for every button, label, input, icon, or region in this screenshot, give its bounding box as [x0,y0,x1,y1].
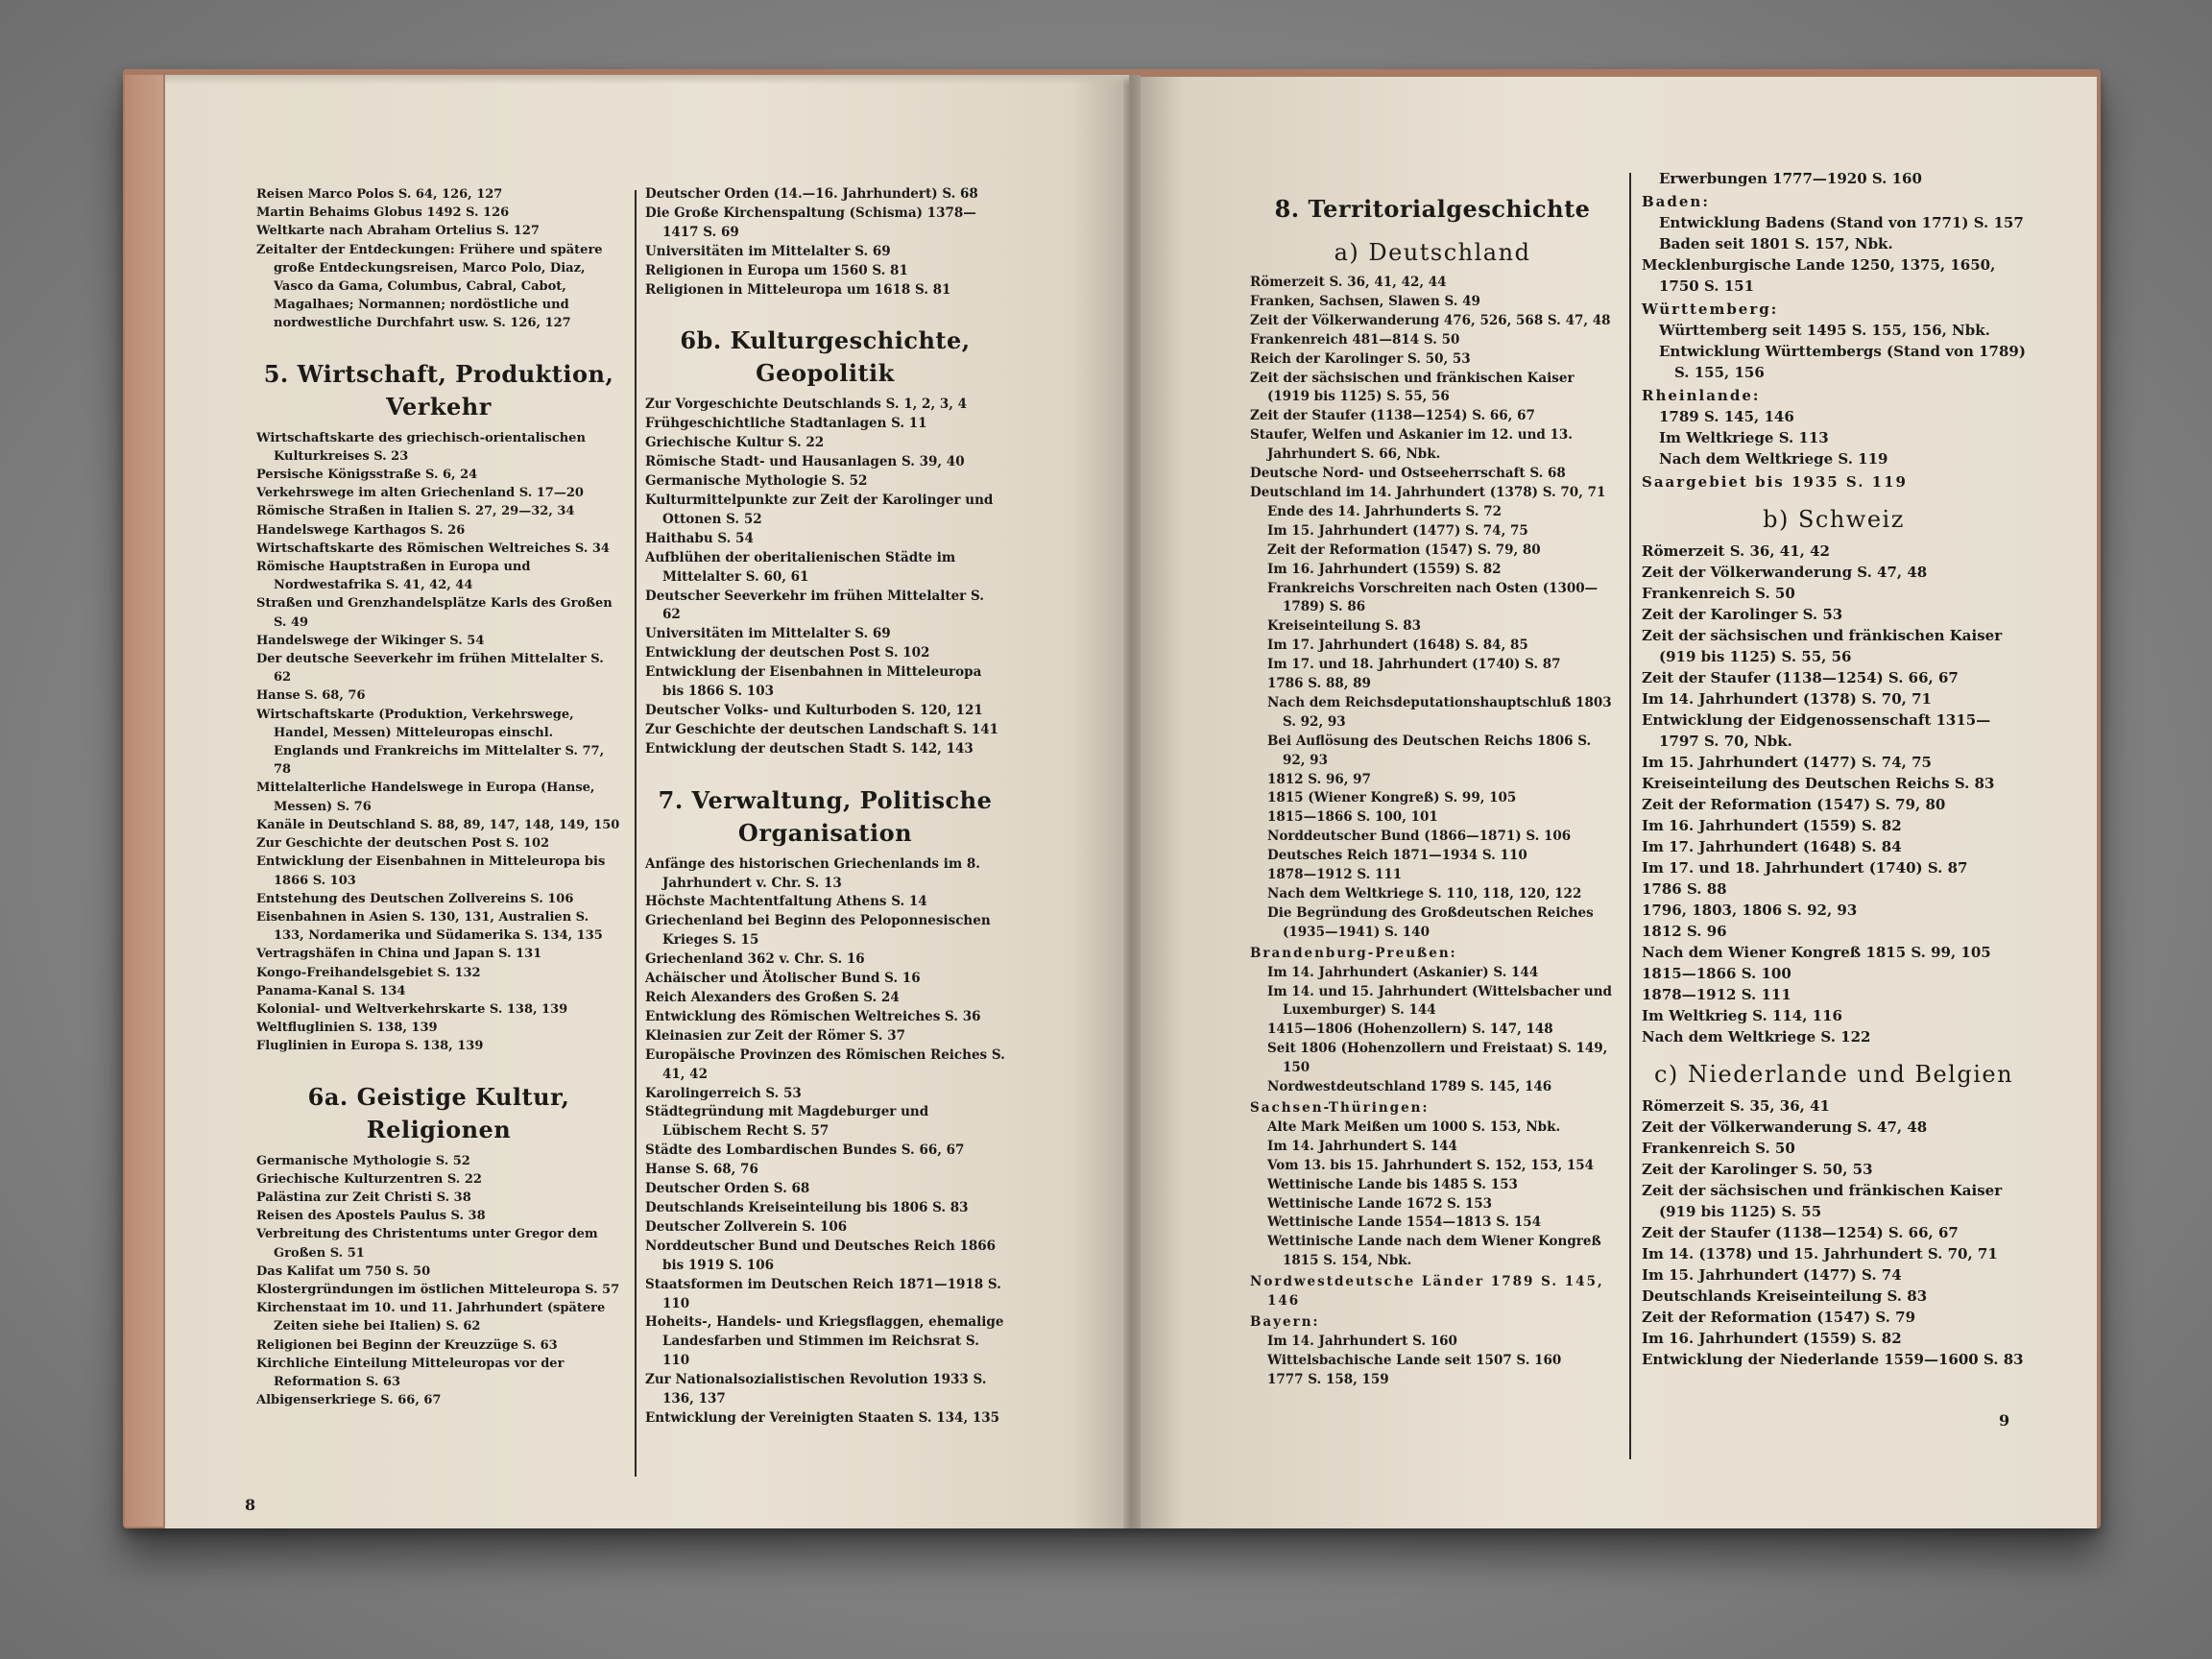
index-entry: Reich Alexanders des Großen S. 24 [645,990,900,1005]
index-entry: Erwerbungen 1777—1920 S. 160 [1659,170,1922,187]
index-entry: Nordwestdeutschland 1789 S. 145, 146 [1267,1079,1552,1095]
index-entry: Entwicklung Badens (Stand von 1771) S. 157 [1659,214,2024,231]
index-entry: Mecklenburgische Lande 1250, 1375, 1650, 1750 S. 151 [1642,256,1996,295]
left-page-column-2 [645,185,1005,1429]
index-entry: 1815—1866 S. 100, 101 [1267,809,1438,826]
index-entry: Deutscher Seeverkehr im frühen Mittelalter S. 62 [645,588,984,623]
page-edge-shadow [165,75,1129,84]
index-entry: Religionen in Europa um 1560 S. 81 [645,262,908,278]
region-label: Nordwestdeutsche Länder 1789 S. 145, 146 [1250,1274,1604,1310]
index-entry: 1878—1912 S. 111 [1642,986,1791,1003]
index-entry: Zeit der sächsischen und fränkischen Kaiser (919 bis 1125) S. 55, 56 [1642,627,2003,665]
region-label: Saargebiet bis 1935 S. 119 [1642,473,1908,491]
index-entry: Staufer, Welfen und Askanier im 12. und 13. Jahrhundert S. 66, Nbk. [1250,427,1574,463]
index-entry: Entwicklung der Vereinigten Staaten S. 134, 135 [645,1409,1000,1426]
index-entry: Im 16. Jahrhundert (1559) S. 82 [1642,1330,1902,1347]
index-entry: Entwicklung der Eidgenossenschaft 1315—1797 S. 70, Nbk. [1642,711,1991,750]
index-entry: Verkehrswege im alten Griechenland S. 17—20 [256,486,584,501]
index-entry: Zeit der Staufer (1138—1254) S. 66, 67 [1250,408,1535,424]
index-entry: Städte des Lombardischen Bundes S. 66, 67 [645,1142,965,1159]
index-entry: Frankenreich S. 50 [1642,585,1795,602]
index-entry: Handelswege Karthagos S. 26 [256,522,466,538]
index-entry: Reisen des Apostels Paulus S. 38 [256,1209,486,1224]
book-gutter [1123,75,1141,1528]
index-entry: Zeit der Reformation (1547) S. 79 [1642,1309,1915,1326]
index-entry: Wirtschaftskarte des Römischen Weltreiches S. 34 [256,541,610,556]
index-entry: Verbreitung des Christentums unter Gregor dem Großen S. 51 [256,1227,598,1261]
index-entry: Kolonial- und Weltverkehrskarte S. 138, 139 [256,1001,568,1017]
subsection-heading: a) Deutschland [1334,239,1531,266]
index-entry: Frühgeschichtliche Stadtanlagen S. 11 [645,416,927,432]
index-entry: Staatsformen im Deutschen Reich 1871—1918 S. 110 [645,1276,1001,1311]
index-entry: Im 16. Jahrhundert (1559) S. 82 [1267,561,1502,577]
index-entry: Norddeutscher Bund und Deutsches Reich 1866 bis 1919 S. 106 [645,1238,997,1273]
index-entry: Der deutsche Seeverkehr im frühen Mittelalter S. 62 [256,652,604,685]
section-heading: 6b. Kulturgeschichte, Geopolitik [680,326,971,388]
index-entry: Im 15. Jahrhundert (1477) S. 74, 75 [1267,522,1528,539]
index-entry: Entwicklung der Eisenbahnen in Mitteleuropa bis 1866 S. 103 [256,854,606,888]
index-entry: Zur Geschichte der deutschen Landschaft S. 141 [645,721,999,737]
index-entry: Entwicklung der deutschen Post S. 102 [645,645,930,661]
index-entry: Europäische Provinzen des Römischen Reiches S. 41, 42 [645,1046,1005,1082]
index-entry: Wettinische Lande nach dem Wiener Kongreß 1815 S. 154, Nbk. [1267,1234,1601,1269]
index-entry: Deutscher Volks- und Kulturboden S. 120, 121 [645,702,983,718]
index-entry: Panama-Kanal S. 134 [256,983,406,998]
index-entry: Germanische Mythologie S. 52 [256,1153,470,1168]
index-entry: Zur Geschichte der deutschen Post S. 102 [256,836,550,852]
index-entry: Im Weltkrieg S. 114, 116 [1642,1007,1842,1024]
index-entry: Klostergründungen im östlichen Mitteleuropa S. 57 [256,1282,620,1297]
index-entry: Baden seit 1801 S. 157, Nbk. [1659,235,1893,252]
index-entry: Griechische Kultur S. 22 [645,435,825,451]
region-label: Württemberg: [1642,301,1779,318]
index-entry: Im 14. Jahrhundert (1378) S. 70, 71 [1642,690,1932,708]
index-entry: Römische Stadt- und Hausanlagen S. 39, 40 [645,454,965,470]
subsection-heading: b) Schweiz [1763,506,1905,533]
index-entry: Kreiseinteilung des Deutschen Reichs S. 83 [1642,775,1995,792]
index-entry: Fluglinien in Europa S. 138, 139 [256,1039,484,1054]
index-entry: Frankenreich S. 50 [1642,1140,1795,1157]
region-label: Rheinlande: [1642,387,1761,404]
index-entry: Nach dem Weltkriege S. 110, 118, 120, 122 [1267,886,1582,902]
index-entry: Universitäten im Mittelalter S. 69 [645,243,891,259]
index-entry: Im 14. Jahrhundert S. 144 [1267,1138,1457,1154]
index-entry: 1815 (Wiener Kongreß) S. 99, 105 [1267,790,1517,806]
left-page-column-1 [256,185,621,1409]
index-entry: Eisenbahnen in Asien S. 130, 131, Australien S. 133, Nordamerika und Südamerika S. 134, 135 [256,909,603,944]
index-entry: Norddeutscher Bund (1866—1871) S. 106 [1267,829,1572,845]
index-entry: Im 15. Jahrhundert (1477) S. 74, 75 [1642,754,1932,771]
index-entry: Im 14. Jahrhundert (Askanier) S. 144 [1267,964,1539,980]
index-entry: 1786 S. 88 [1642,880,1727,898]
right-page [1133,77,2097,1528]
index-entry: Reich der Karolinger S. 50, 53 [1250,350,1471,367]
index-entry: Im 14. Jahrhundert S. 160 [1267,1333,1457,1349]
index-entry: Kirchenstaat im 10. und 11. Jahrhundert (spätere Zeiten siehe bei Italien) S. 62 [256,1301,606,1334]
index-entry: Das Kalifat um 750 S. 50 [256,1263,431,1279]
index-entry: Die Begründung des Großdeutschen Reiches (1935—1941) S. 140 [1267,904,1594,940]
index-entry: Deutschlands Kreiseinteilung S. 83 [1642,1287,1928,1305]
index-entry: Deutscher Orden (14.—16. Jahrhundert) S. 68 [645,186,978,202]
index-entry: Frankreichs Vorschreiten nach Osten (1300—1789) S. 86 [1267,580,1599,615]
index-entry: Deutscher Orden S. 68 [645,1181,810,1197]
index-entry: Römerzeit S. 36, 41, 42 [1642,542,1830,560]
index-entry: Reisen Marco Polos S. 64, 126, 127 [256,187,503,202]
index-entry: Haithabu S. 54 [645,530,754,546]
index-entry: Nach dem Wiener Kongreß 1815 S. 99, 105 [1642,944,1991,961]
right-page-column-2 [1642,168,2026,1370]
index-entry: Entwicklung der Eisenbahnen in Mitteleuropa bis 1866 S. 103 [645,664,982,700]
section-heading: 6a. Geistige Kultur, Religionen [307,1082,570,1143]
index-entry: Zeit der sächsischen und fränkischen Kaiser (1919 bis 1125) S. 55, 56 [1250,370,1575,405]
index-entry: Kanäle in Deutschland S. 88, 89, 147, 148, 149, 150 [256,817,620,832]
section-heading: 8. Territorialgeschichte [1274,195,1591,223]
index-entry: Karolingerreich S. 53 [645,1085,802,1101]
index-entry: 1786 S. 88, 89 [1267,676,1371,692]
index-entry: Wettinische Lande 1672 S. 153 [1267,1195,1493,1212]
index-entry: Zeitalter der Entdeckungen: Frühere und spätere große Entdeckungsreisen, Marco Polo, Diaz, Vasco da Gama, Columbus, Cabral, Cabot, Magalhaes; Normannen; nordöstliche und nordwestliche Durchfahrt usw. S. 126, 127 [256,242,603,331]
section-heading: 5. Wirtschaft, Produktion, Verkehr [263,359,614,421]
index-entry: Nach dem Weltkriege S. 119 [1659,450,1888,468]
index-entry: Zeit der Völkerwanderung S. 47, 48 [1642,564,1928,581]
left-page [165,75,1129,1528]
index-entry: Zeit der Staufer (1138—1254) S. 66, 67 [1642,1224,1959,1241]
index-entry: Frankenreich 481—814 S. 50 [1250,331,1460,348]
index-entry: Nach dem Weltkriege S. 122 [1642,1028,1871,1046]
index-entry: Franken, Sachsen, Slawen S. 49 [1250,293,1480,309]
index-entry: 1812 S. 96 [1642,923,1727,940]
index-entry: Kongo-Freihandelsgebiet S. 132 [256,965,481,980]
index-entry: Die Große Kirchenspaltung (Schisma) 1378—1417 S. 69 [645,204,976,240]
index-entry: 1796, 1803, 1806 S. 92, 93 [1642,902,1858,919]
index-entry: 1415—1806 (Hohenzollern) S. 147, 148 [1267,1022,1553,1038]
region-label: Brandenburg-Preußen: [1250,945,1457,961]
index-entry: Wittelsbachische Lande seit 1507 S. 160 [1267,1352,1562,1368]
index-entry: Kirchliche Einteilung Mitteleuropas vor der Reformation S. 63 [256,1356,565,1389]
page-number-right: 9 [1999,1411,2010,1430]
index-entry: Entwicklung der deutschen Stadt S. 142, 143 [645,740,974,757]
index-entry: Im 14. (1378) und 15. Jahrhundert S. 70, 71 [1642,1245,1998,1262]
column-divider [635,190,637,1477]
index-entry: Zeit der Reformation (1547) S. 79, 80 [1642,796,1946,813]
index-entry: Deutschlands Kreiseinteilung bis 1806 S. 83 [645,1199,969,1215]
index-entry: Zeit der Völkerwanderung 476, 526, 568 S. 47, 48 [1250,312,1611,328]
index-entry: 1878—1912 S. 111 [1267,867,1403,883]
index-entry: Vom 13. bis 15. Jahrhundert S. 152, 153, 154 [1267,1157,1595,1173]
index-entry: 1777 S. 158, 159 [1267,1371,1389,1387]
index-entry: Ende des 14. Jahrhunderts S. 72 [1267,503,1502,519]
index-entry: Wettinische Lande bis 1485 S. 153 [1267,1176,1518,1192]
index-entry: Römische Straßen in Italien S. 27, 29—32, 34 [256,504,575,519]
page-number-left: 8 [245,1496,256,1514]
index-entry: Mittelalterliche Handelswege in Europa (Hanse, Messen) S. 76 [256,781,595,814]
index-entry: Nach dem Reichsdeputationshauptschluß 1803 S. 92, 93 [1267,694,1612,730]
index-entry: Römerzeit S. 35, 36, 41 [1642,1097,1830,1115]
index-entry: 1815—1866 S. 100 [1642,965,1791,982]
index-entry: Entstehung des Deutschen Zollvereins S. 106 [256,891,574,906]
region-label: Sachsen-Thüringen: [1250,1099,1430,1116]
index-entry: Hoheits-, Handels- und Kriegsflaggen, ehemalige Landesfarben und Stimmen im Reichsrat S. 110 [645,1314,1004,1369]
book-cover-edge [125,75,163,1527]
index-entry: Höchste Machtentfaltung Athens S. 14 [645,894,927,910]
index-entry: Handelswege der Wikinger S. 54 [256,633,485,648]
index-entry: Aufblühen der oberitalienischen Städte im Mittelalter S. 60, 61 [645,549,956,585]
index-entry: Kreiseinteilung S. 83 [1267,618,1422,635]
index-entry: Zur Vorgeschichte Deutschlands S. 1, 2, 3, 4 [645,397,968,413]
index-entry: Deutsches Reich 1871—1934 S. 110 [1267,848,1527,864]
index-entry: Palästina zur Zeit Christi S. 38 [256,1190,471,1205]
index-entry: Im 17. Jahrhundert (1648) S. 84, 85 [1267,637,1528,654]
index-entry: Deutsche Nord- und Ostseeherrschaft S. 68 [1250,466,1566,482]
index-entry: Württemberg seit 1495 S. 155, 156, Nbk. [1659,322,1990,339]
index-entry: Zur Nationalsozialistischen Revolution 1933 S. 136, 137 [645,1372,987,1407]
index-entry: Im 17. Jahrhundert (1648) S. 84 [1642,838,1902,855]
index-entry: Albigenserkriege S. 66, 67 [256,1393,442,1408]
region-label: Bayern: [1250,1313,1320,1330]
index-entry: Entwicklung Württembergs (Stand von 1789) S. 155, 156 [1659,343,2026,381]
index-entry: Zeit der Reformation (1547) S. 79, 80 [1267,541,1541,558]
index-entry: Anfänge des historischen Griechenlands im 8. Jahrhundert v. Chr. S. 13 [645,855,980,891]
index-entry: Griechenland bei Beginn des Peloponnesischen Krieges S. 15 [645,913,991,949]
index-entry: Im 16. Jahrhundert (1559) S. 82 [1642,817,1902,834]
index-entry: Kulturmittelpunkte zur Zeit der Karolinger und Ottonen S. 52 [645,492,994,527]
index-entry: Universitäten im Mittelalter S. 69 [645,626,891,642]
index-entry: Hanse S. 68, 76 [256,688,366,704]
index-entry: Zeit der Völkerwanderung S. 47, 48 [1642,1118,1928,1136]
index-entry: Zeit der Staufer (1138—1254) S. 66, 67 [1642,669,1959,686]
index-entry: Deutschland im 14. Jahrhundert (1378) S. 70, 71 [1250,484,1606,500]
index-entry: Hanse S. 68, 76 [645,1162,758,1178]
subsection-heading: c) Niederlande und Belgien [1653,1061,2014,1088]
index-entry: Alte Mark Meißen um 1000 S. 153, Nbk. [1267,1118,1561,1135]
index-entry: Städtegründung mit Magdeburger und Lübischem Recht S. 57 [645,1104,929,1140]
index-entry: Kleinasien zur Zeit der Römer S. 37 [645,1027,905,1044]
index-entry: Vertragshäfen in China und Japan S. 131 [256,947,542,962]
index-entry: Zeit der Karolinger S. 50, 53 [1642,1161,1873,1178]
index-entry: Im 17. und 18. Jahrhundert (1740) S. 87 [1267,657,1561,673]
index-entry: 1812 S. 96, 97 [1267,771,1371,787]
index-entry: Weltfluglinien S. 138, 139 [256,1021,438,1036]
index-entry: Religionen in Mitteleuropa um 1618 S. 81 [645,281,951,298]
index-entry: Wirtschaftskarte (Produktion, Verkehrswege, Handel, Messen) Mitteleuropas einschl. Englands und Frankreichs im Mittelalter S. 77, 78 [256,707,605,778]
index-entry: Im 17. und 18. Jahrhundert (1740) S. 87 [1642,859,1968,877]
index-entry: Römerzeit S. 36, 41, 42, 44 [1250,275,1447,290]
index-entry: Entwicklung der Niederlande 1559—1600 S. 83 [1642,1351,2024,1368]
index-entry: Religionen bei Beginn der Kreuzzüge S. 63 [256,1337,558,1353]
column-divider [1629,173,1631,1459]
index-entry: 1789 S. 145, 146 [1659,408,1794,425]
index-entry: Straßen und Grenzhandelsplätze Karls des Großen S. 49 [256,596,613,630]
index-entry: Weltkarte nach Abraham Ortelius S. 127 [256,224,540,239]
index-entry: Griechenland 362 v. Chr. S. 16 [645,951,865,968]
index-entry: Römische Hauptstraßen in Europa und Nordwestafrika S. 41, 42, 44 [256,560,531,593]
index-entry: Im 15. Jahrhundert (1477) S. 74 [1642,1266,1902,1284]
index-entry: Achäischer und Ätolischer Bund S. 16 [645,971,921,987]
index-entry: Wettinische Lande 1554—1813 S. 154 [1267,1214,1542,1231]
index-entry: Wirtschaftskarte des griechisch-orientalischen Kulturkreises S. 23 [256,430,586,464]
right-page-column-1 [1250,168,1615,1390]
index-entry: Im Weltkriege S. 113 [1659,429,1829,446]
index-entry: Zeit der sächsischen und fränkischen Kaiser (919 bis 1125) S. 55 [1642,1182,2003,1220]
index-entry: Griechische Kulturzentren S. 22 [256,1171,482,1187]
index-entry: Zeit der Karolinger S. 53 [1642,606,1843,623]
section-heading: 7. Verwaltung, Politische Organisation [658,785,993,847]
index-entry: Im 14. und 15. Jahrhundert (Wittelsbacher und Luxemburger) S. 144 [1267,983,1612,1019]
index-entry: Entwicklung des Römischen Weltreiches S. 36 [645,1008,981,1024]
index-entry: Seit 1806 (Hohenzollern und Freistaat) S. 149, 150 [1267,1041,1608,1076]
index-entry: Bei Auflösung des Deutschen Reichs 1806 S. 92, 93 [1267,733,1592,768]
index-entry: Persische Königsstraße S. 6, 24 [256,468,478,483]
index-entry: Martin Behaims Globus 1492 S. 126 [256,205,510,221]
region-label: Baden: [1642,193,1710,210]
index-entry: Deutscher Zollverein S. 106 [645,1218,848,1235]
index-entry: Germanische Mythologie S. 52 [645,473,868,490]
